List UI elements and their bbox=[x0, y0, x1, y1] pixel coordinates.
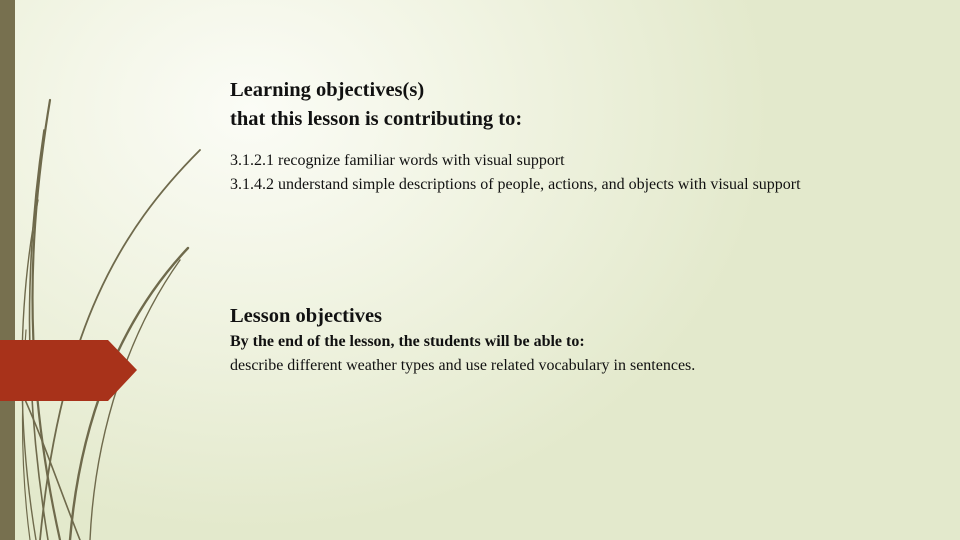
red-arrow-shape bbox=[0, 0, 220, 540]
objective-item: 3.1.4.2 understand simple descriptions of people, actions, and objects with visual support bbox=[230, 176, 801, 193]
objectives-heading-line1: Learning objectives(s) bbox=[230, 79, 425, 101]
lesson-objectives-section bbox=[230, 302, 850, 378]
lesson-objectives-subtitle: By the end of the lesson, the students will be able to: bbox=[230, 333, 585, 350]
objective-item: 3.1.2.1 recognize familiar words with visual support bbox=[230, 152, 565, 169]
learning-objectives-section bbox=[230, 76, 850, 197]
objectives-heading-line2: that this lesson is contributing to: bbox=[230, 108, 523, 130]
objectives-list bbox=[230, 149, 850, 197]
lesson-objectives-title: Lesson objectives bbox=[230, 305, 383, 327]
lesson-objectives-text: describe different weather types and use related vocabulary in sentences. bbox=[230, 357, 696, 374]
